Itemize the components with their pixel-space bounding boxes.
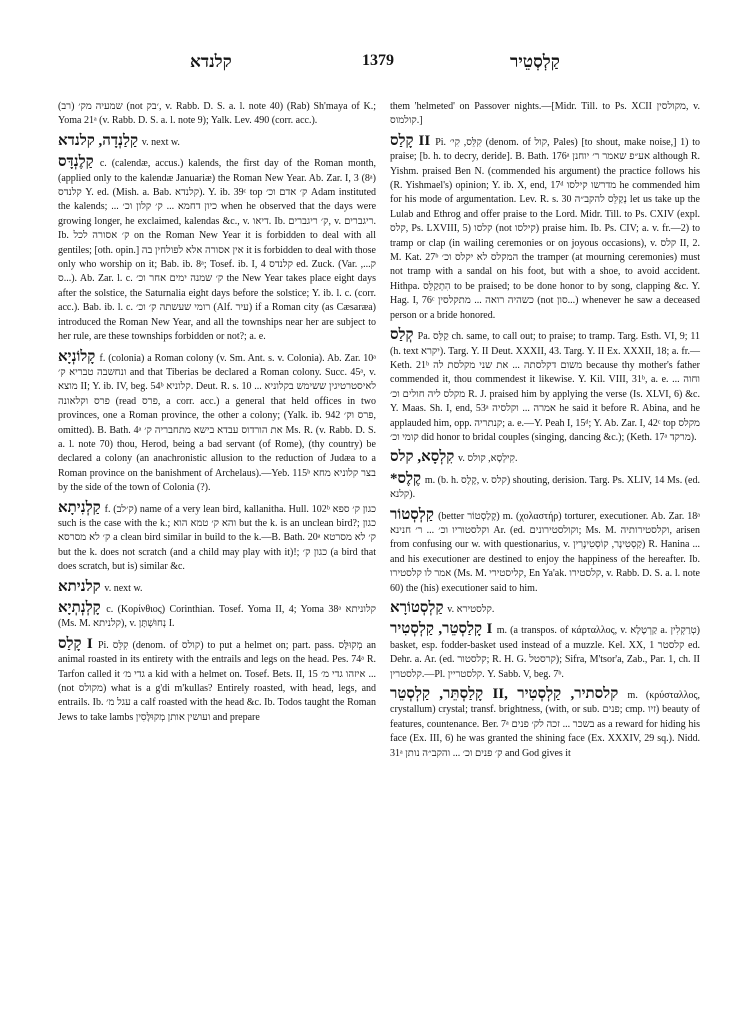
entry-headword: קְלַס <box>390 327 418 344</box>
entry-headword: קָלַס II <box>390 132 436 149</box>
dictionary-entry <box>390 448 700 466</box>
dictionary-entry <box>58 132 376 150</box>
dictionary-entry <box>58 153 376 344</box>
entry-definition: c. (calendæ, accus.) kalends, the first day of the Roman month, (applied only to the kalendæ Januariæ) the Roman New Year. Ab. Zar. I, 3 (8ᵃ) קלנדס Y. ed. (Mish. a. Bab. קלנדא). Y. ib. 39ᶜ top ק׳ אדם וכ׳ Adam instituted the kalends; ... כיון דחמא ... ק׳ קלון וכ׳ when he observed that the days were growing longer, he exclaimed, kalendas &c., v. דיאו. Ib. ק׳ ריגברים, v. ריגברים. Ib. ק׳ אסורה לכל on the Roman New Year it is forbidden to deal with all gentiles; [oth. opin.] אין אסורה אלא לפולחין בה it is forbidden to deal with those only who worship on it; Bab. ib. 8ᵃ; Tosef. ib. I, 4 קלנדס ed. Zuck. (Var. ק..., ס...). Ab. Zar. l. c. ק׳ שמנה ימים אחר וכ׳ the New Year takes place eight days after the solstice, the Saturnalia eight days before the solstice; Y. ib. l. c. (corr. acc.). Bab. ib. l. c. רומי שעשתה ק׳ וכ׳ (Alf. עיר) if a Roman city (as Cæsaræa) introduced the Roman New Year, and all the townships near her are subject to her rule, are these townships forbidden or not?; a. e. <box>58 158 377 343</box>
entry-headword: קַלַנְדָה, קלנדא <box>58 132 142 149</box>
left-column-continuation: (רב) שמעיה מק׳ (not ׳בק, v. Rabb. D. S. a. l. note 40) (Rab) Sh'maya of K.; Yoma 21ᵃ (v. Rabb. D. S. a. l. note 9); Yalk. Lev. 490 (corr. acc.). <box>58 101 376 127</box>
entry-headword: *קֶלֶס <box>390 470 425 487</box>
entry-definition: Pa. קַלֵּס ch. same, to call out; to praise; to tramp. Targ. Esth. VI, 9; 11 (h. text יקרא). Targ. Y. II Deut. XXXII, 43. Targ. Y. II Ex. XXXII, 18; a. fr.—Keth. 21ᵇ משום דקלסתה ... את שני מקלסת לה because thy mother's father commended it, thou commendest it likewise. Y. Kil. VIII, 31ᵇ, a. e. וחוה ... מקלס ליה חולים וכ׳ R. J. praised him by applying the verse (Is. XLVI, 6) &c. Y. Maas. Sh. I, end, 53ᵃ אמרה ... וקלסיה he said it before R. Abina, and he applauded him, opp. קנתריה; a. e.—Y. Peah I, 15ᵈ; Y. Ab. Zar. I, 42ᶜ top מקלס קומי וכ׳ did honor to bridal couples (singing, dancing &c.); (Keth. 17ᵃ מרקד). <box>390 331 701 443</box>
entry-definition: (better קָלַסְטוֹר) m. (χολαστήρ) torturer, executioner. Ab. Zar. 18ᵃ וקלסטוריו וכ׳ ... ר׳ חנינא Ar. (ed. וקולסטירונים; Ms. M. וקלסטירותיה, arisen from confusing our w. with questionarius, v. קַסְטִינָר, קוֹסְטִינָרִין) R. Hanina ... and his executioner are destined to enjoy the happiness of the hereafter. Ib. אמר לו קלסטירו (Ms. M. קליסטירי, En Ya'ak. קלסטירו, v. Rabb. D. S. a. l. note 60) the (his) executioner said to him. <box>390 510 701 594</box>
entry-headword: קַלְסְטוֹר <box>390 506 439 523</box>
entry-definition: c. (Κορίνθιος) Corinthian. Tosef. Yoma II, 4; Yoma 38ᵃ קלוניתא (Ms. M. קלניתא), v. נְחוּשְׁתָּן I. <box>58 604 377 630</box>
dictionary-entry <box>58 635 376 725</box>
entry-headword: קַלֶנְדָּס <box>58 154 100 171</box>
entry-definition: m. (b. h. קֶלֶס, v. קלס) shouting, derision. Targ. Ps. XLIV, 14 Ms. (ed. קלנא). <box>390 474 700 501</box>
entry-definition: v. קלסטירא. <box>447 604 495 615</box>
dictionary-entry <box>390 132 700 323</box>
dictionary-entry <box>390 620 700 682</box>
entry-headword: קַלְנִיתָא <box>58 499 105 516</box>
entry-definition: f. (ק׳לב) name of a very lean bird, kallanitha. Hull. 102ᵇ כגון ק׳ ספא such is the case with the k.; והא ק׳ טמא הוא but the k. is an unclean bird?; כגון ק׳ לא מסרסא a clean bird similar in build to the k.—B. Bath. 20ᵃ ק׳ לא מסרטא but the k. does not scratch (and a child may play with it)!; כגון ק׳ (a bird that does scratch, but is) similar &c. <box>58 503 377 573</box>
entry-headword: קָלַסְתֵּר, קַלְסְטֵר II, קלסתיר, קַלְסְטִיר <box>390 686 628 703</box>
dictionary-entry <box>390 685 700 761</box>
entry-headword: קלניתא <box>58 578 105 595</box>
dictionary-entry <box>390 599 700 617</box>
dictionary-entry <box>58 499 376 575</box>
entry-headword: קִלְסָא, קלס <box>390 449 459 466</box>
right-running-headword: קַלְסְטֵיר <box>510 52 560 71</box>
dictionary-entry <box>390 506 700 596</box>
entry-definition: Pi. קִלֵּס, קִי׳ (denom. of קול, Pales) [to shout, make noise,] 1) to praise; [b. h. to decry, deride]. B. Bath. 176ᵃ אע״פ שאמר ר׳ יוחנן although R. Yishm. praised Ben N. (commended his argument) the practice follows his (R. Yishmael's) opinion; Y. ib. X, end, 17ᵈ מדרשו קילסו he commended him for his mode of argumentation. Lev. R. s. 30 נְקַלֵּס להקב״ה let us take up the Lulab and Ethrog and offer praise to the Lord. Midr. Till. to Ps. CXIV (expl. קלס, Ps. LXVIII, 5) קלסו (not קילסו) praise him. Ib. Ps. CIV; a. v. fr.—2) to tramp or clap (in wailing ceremonies or on joyous occasions), v. קלס II, 2. M. Kat. 27ᵇ המקלס לא יקלס וכ׳ the tramper (at mourning ceremonies) must not tramp with a sandal on his foot, but with a shoe, to avoid accident. Hithpa. הִתְקַלֵּס to be praised; to be done honor to by song, clapping &c. Y. Hag. I, 76ᶜ כשהיה רואה ... מתקלסין (not סון...) whenever he saw a deceased person or a bride honored. <box>390 136 701 321</box>
page-header <box>0 52 750 74</box>
entry-definition: v. next w. <box>141 136 180 148</box>
dictionary-entry <box>390 326 700 445</box>
right-column <box>390 90 700 764</box>
entry-definition: m. (a transpos. of κάρταλλος, v. קַרְטָלָא a. טְרַקְלִין) basket, esp. fodder-basket used instead of a muzzle. Kel. XX, 1 קלסטר ed. Dehr. a. Ar. (ed. קלסטור; R. H. G. קרסטל); Sifra, M'tsor'a, Zab., Par. 1, ch. II קלסטרין.—Pl. קלסטריין. Y. Sabb. V, beg. 7ᵇ. <box>390 625 700 680</box>
entry-headword: קָלַס I <box>58 635 98 652</box>
dictionary-entry <box>58 578 376 596</box>
entry-definition: v. קִילְסָא, קולס. <box>458 453 518 465</box>
entry-headword: קָלוֹנְיָא <box>58 348 100 365</box>
left-running-headword: קלנדא <box>190 52 232 71</box>
entry-headword: קַלְסְטוֹרָא <box>390 600 448 616</box>
entry-definition: m. (κρύσταλλος, crystallum) crystal; transf. brightness, (with, or sub. פנים; cmp. זיו) beauty of features, countenance. Ber. 7ᵃ בשכר ... זכה לק׳ פנים as a reward for hiding his face (Ex. III, 6) he was granted the shining face (Ex. XXXIV, 29 sq.). Nidd. 31ᵃ ק׳ פנים וכ׳ ... והקב״ה נותן and God gives it <box>390 690 700 759</box>
entry-definition: v. next w. <box>104 582 143 594</box>
entry-headword: קָלַסְטֵר, קַלְסְטִיר I <box>390 621 497 638</box>
entry-headword: קָלְנְתְיָא <box>58 600 107 616</box>
entry-definition: f. (colonia) a Roman colony (v. Sm. Ant. s. v. Colonia). Ab. Zar. 10ᵃ ונחשבה טבריא ק׳ and that Tiberias be declared a Roman colony. Succ. 45ᵃ, v. מוצא II; Y. ib. IV, beg. 54ᵇ קלוניא. Deut. R. s. 10 לאיסטרטיגין ששימש בקלוניא ... פרס וקלאונה (read פרס, a corr. acc.) a general that held offices in two provinces, one a Roman province, the other a colony; (Yalk. ib. 942 פרס וק׳, omitted). B. Bath. 4ᵃ את הורדוס עבדא בישא מתחבריה ק׳ Ms. R. (v. Rabb. D. S. a. l. note 70) thou, Herod, being a bad servant (of Rome), (thy country) be declared a colony (an anachronistic allusion to the reduction of Judæa to a Roman province on the banishment of Archelaus).—Yeb. 115ᵇ בצר קלוניא מחא by the side of the town of Colonia (?). <box>58 352 377 494</box>
entry-definition: Pi. קִלֵּס (denom. of קולס) to put a helmet on; part. pass. מְקוּלָּס an animal roasted in its entirety with the entrails and legs on the head. Pes. 74ᵃ R. Tarfon called it גדי מ׳ a kid with a helmet on. Tosef. Bets. II, 15 איזהו גדי מ׳ ... (not מקולס) what is a g'di m'kullas? Entirely roasted, with head, legs, and entrails. Ib. עגל מ׳ a calf roasted with the head &c. Ib. Todos taught the Roman Jews to take lambs ועושין אותן מְקוּלָּסִין and prepare <box>58 639 377 723</box>
right-column-continuation: them 'helmeted' on Passover nights.—[Midr. Till. to Ps. XCII מקולסין, v. קולמוס.] <box>390 101 700 127</box>
dictionary-entry <box>58 599 376 632</box>
dictionary-entry <box>58 348 376 496</box>
page-number: 1379 <box>362 52 394 69</box>
left-column <box>58 90 376 728</box>
dictionary-entry <box>390 470 700 503</box>
